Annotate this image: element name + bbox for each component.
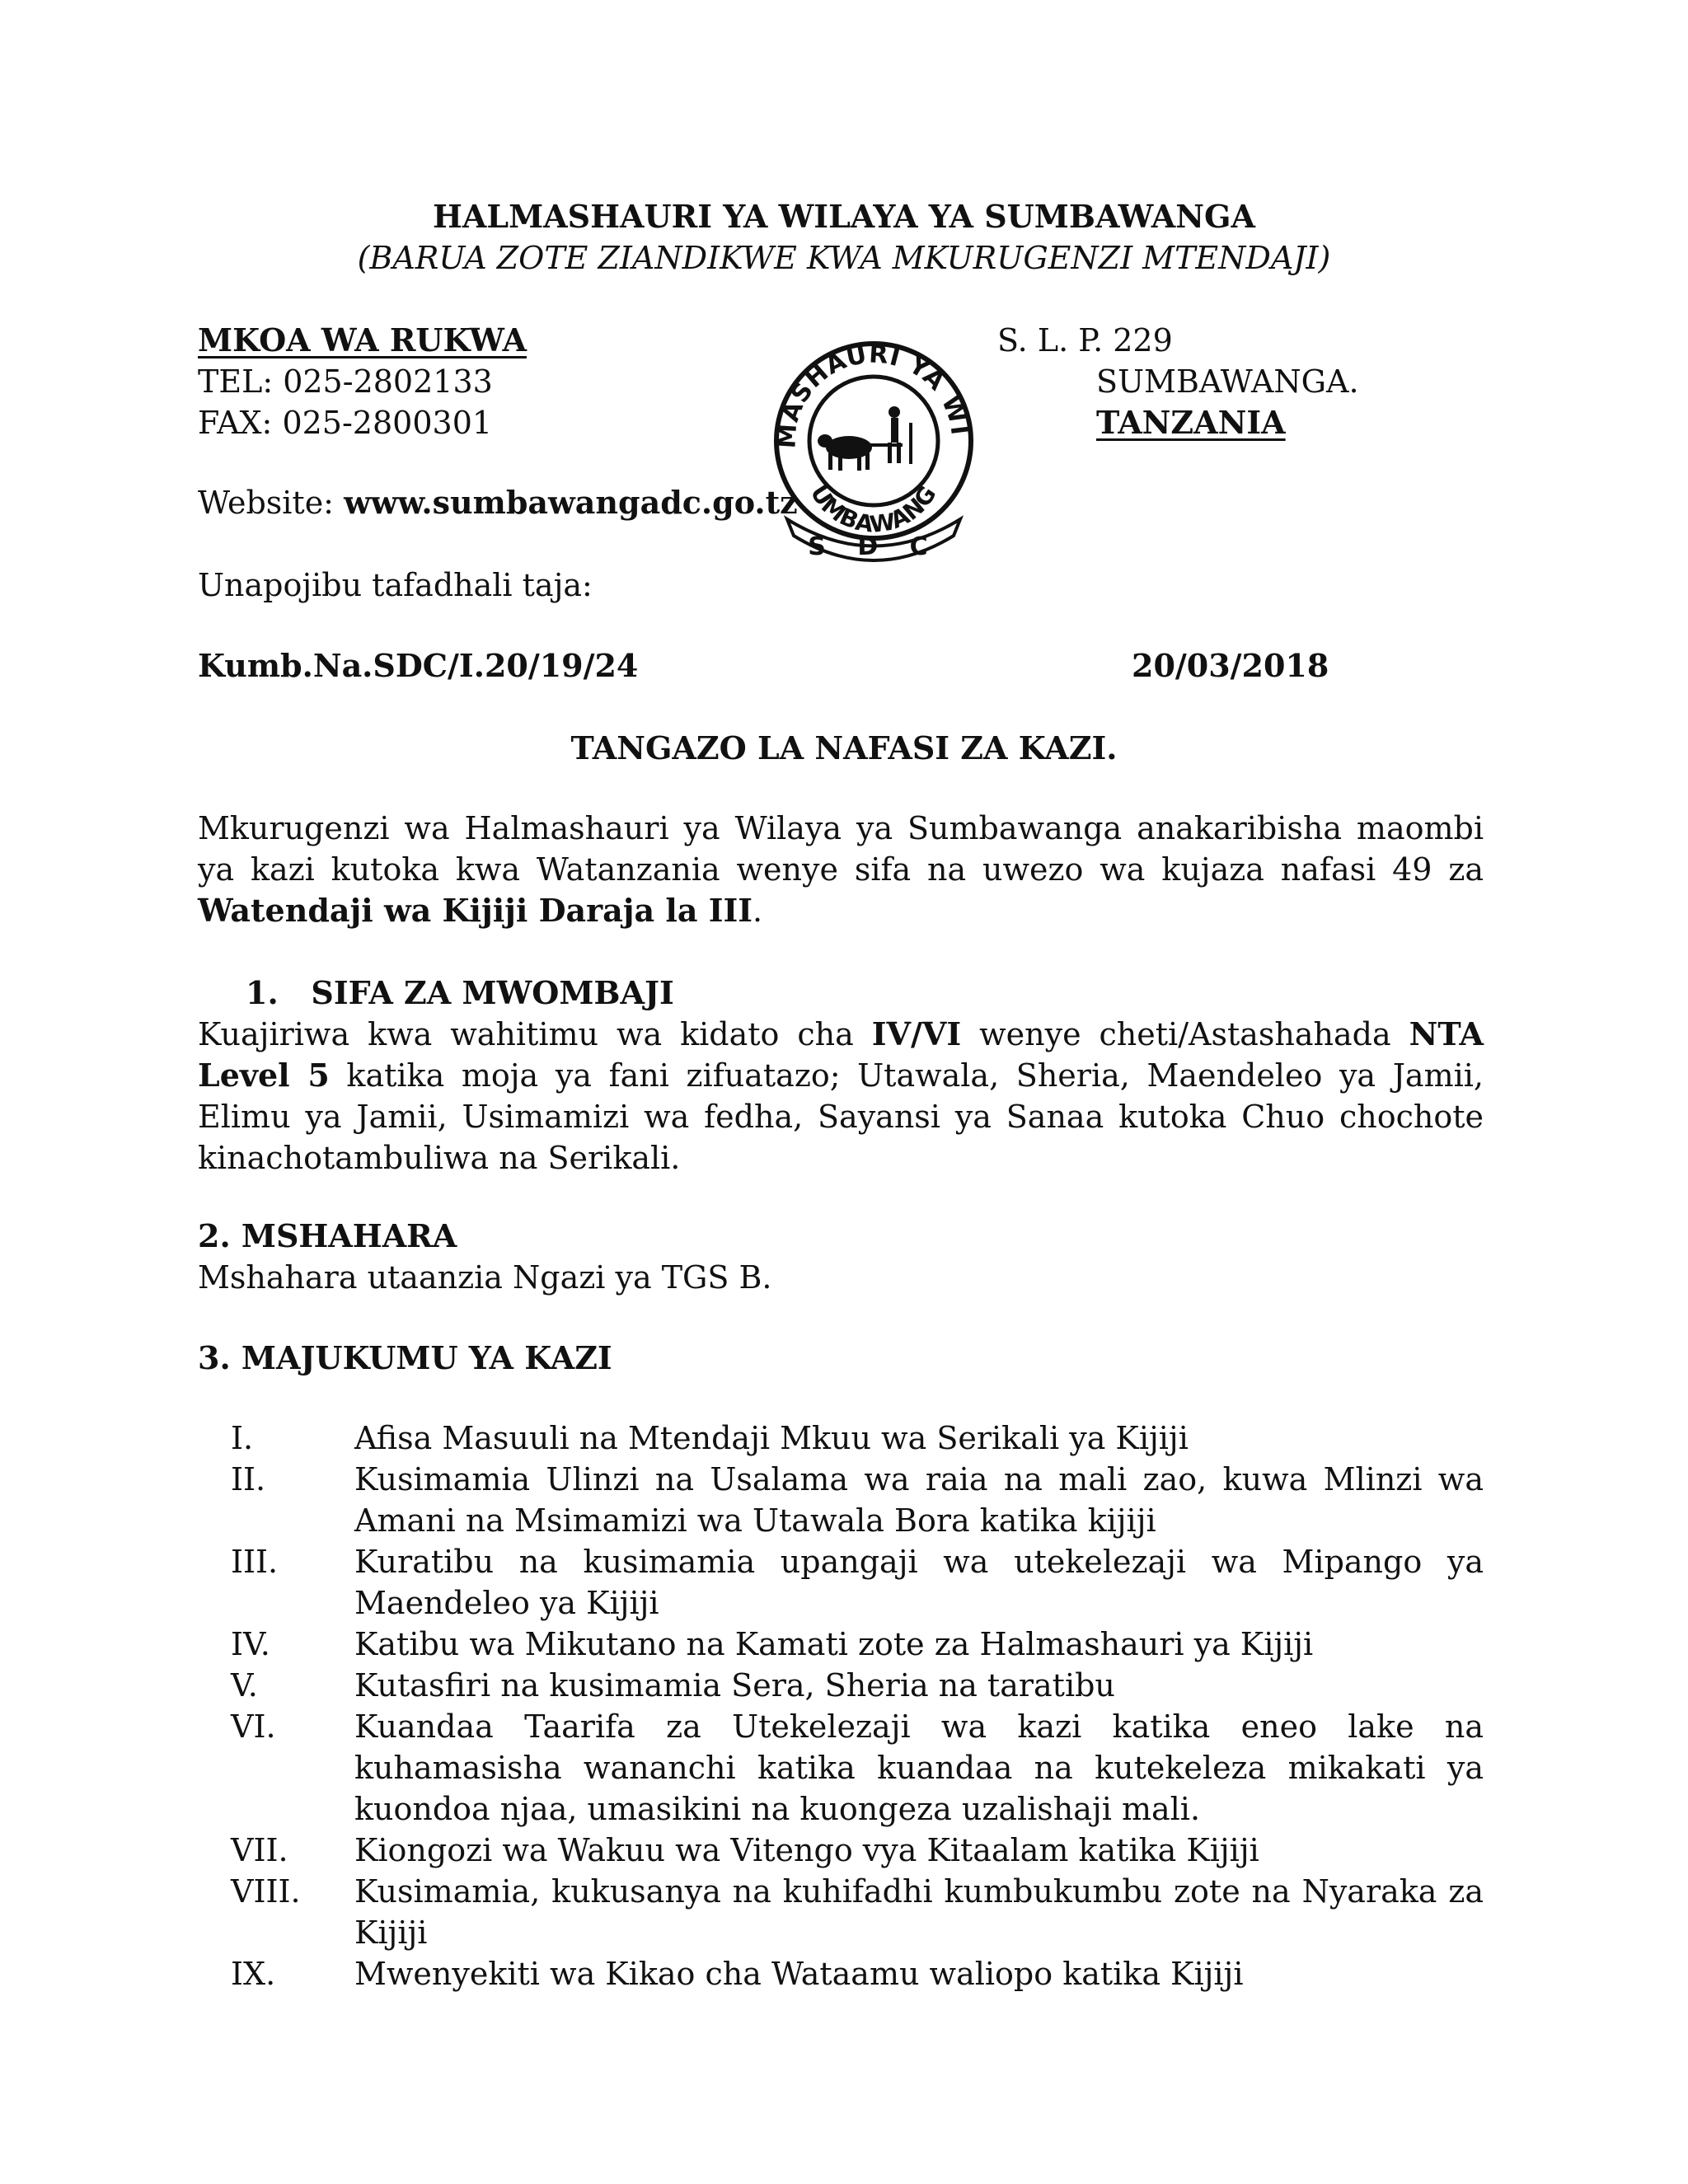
list-item-text: Kuratibu na kusimamia upangaji wa utekelezaji wa Mipango ya Maendeleo ya Kijiji [354,1544,1484,1621]
list-item [231,1624,1484,1665]
list-item-number: VII. [231,1832,288,1868]
salary-text: Mshahara utaanzia Ngazi ya TGS B. [198,1259,772,1296]
list-item [231,1706,1484,1830]
list-item-number: I. [231,1420,254,1456]
region-label: MKOA WA RUKWA [198,321,527,359]
seal-icon [762,326,985,565]
qualification-text-3: katika moja ya fani zifuatazo; Utawala, Sheria, Maendeleo ya Jamii, Elimu ya Jamii, Usimamizi wa fedha, Sayansi ya Sanaa kutoka Chuo chochote kinachotambuliwa na Serikali. [198,1057,1484,1176]
section1-title: SIFA ZA MWOMBAJI [311,974,674,1011]
letter-subtitle: (BARUA ZOTE ZIANDIKWE KWA MKURUGENZI MTENDAJI) [357,240,1331,276]
list-item-text: Kusimamia, kukusanya na kuhifadhi kumbukumbu zote na Nyaraka za Kijiji [354,1873,1484,1951]
duties-list [231,1418,1484,1994]
list-item-number: VI. [231,1708,276,1745]
list-item-text: Kusimamia Ulinzi na Usalama wa raia na mali zao, kuwa Mlinzi wa Amani na Msimamizi wa Utawala Bora katika kijiji [354,1461,1484,1539]
section1-paragraph [198,1014,1484,1179]
list-item [231,1953,1484,1994]
section3-heading: 3. MAJUKUMU YA KAZI [198,1339,612,1376]
list-item-number: IV. [231,1626,270,1662]
seal-ring-top-text: MASHAURI YA WI [772,340,974,450]
country: TANZANIA [1096,404,1286,441]
list-item [231,1459,1484,1541]
city: SUMBAWANGA. [1096,363,1359,400]
list-item-text: Mwenyekiti wa Kikao cha Wataamu waliopo katika Kijiji [354,1956,1244,1992]
list-item-text: Kiongozi wa Wakuu wa Vitengo vya Kitaalam katika Kijiji [354,1832,1259,1868]
qualification-text-2: wenye cheti/Astashahada [961,1016,1409,1052]
website-link[interactable]: www.sumbawangadc.go.tz [344,484,798,521]
fax: FAX: 025-2800301 [198,405,493,441]
list-item-number: IX. [231,1956,276,1992]
announcement-title: TANGAZO LA NAFASI ZA KAZI. [570,729,1118,766]
seal-ring-bottom-text: UMBAWANG [804,480,942,539]
letter-date: 20/03/2018 [1132,647,1329,684]
qualification-nta-level: NTA Level 5 [198,1015,1484,1094]
reply-note: Unapojibu tafadhali taja: [198,567,593,603]
list-item-text: Kutasfiri na kusimamia Sera, Sheria na taratibu [354,1667,1115,1704]
intro-position-title: Watendaji wa Kijiji Daraja la III [198,892,753,929]
list-item-number: V. [231,1667,258,1704]
section1-heading [246,972,674,1014]
list-item-number: III. [231,1544,279,1580]
seal-initials: S D C [808,532,940,561]
list-item-number: II. [231,1461,266,1497]
list-item-number: VIII. [231,1873,301,1910]
list-item [231,1541,1484,1624]
qualification-form-level: IV/VI [871,1015,962,1052]
list-item [231,1418,1484,1459]
list-item [231,1871,1484,1953]
intro-end: . [753,893,763,929]
org-title: HALMASHAURI YA WILAYA YA SUMBAWANGA [433,198,1255,235]
council-seal-logo [762,326,985,565]
list-item-text: Kuandaa Taarifa za Utekelezaji wa kazi katika eneo lake na kuhamasisha wananchi katika kuandaa na kutekeleza mikakati ya kuondoa njaa, umasikini na kuongeza uzalishaji mali. [354,1708,1484,1827]
intro-paragraph [198,808,1484,931]
list-item [231,1830,1484,1871]
section1-number: 1. [246,974,279,1011]
ox-plough-icon [818,406,912,471]
intro-text: Mkurugenzi wa Halmashauri ya Wilaya ya Sumbawanga anakaribisha maombi ya kazi kutoka kwa Watanzania wenye sifa na uwezo wa kujaza nafasi 49 za [198,810,1484,888]
website-label: Website: [198,485,345,521]
qualification-text-1: Kuajiriwa kwa wahitimu wa kidato cha [198,1016,872,1052]
po-box: S. L. P. 229 [997,322,1173,359]
list-item-text: Katibu wa Mikutano na Kamati zote za Halmashauri ya Kijiji [354,1626,1314,1662]
reference-number: Kumb.Na.SDC/I.20/19/24 [198,647,639,684]
list-item-text: Afisa Masuuli na Mtendaji Mkuu wa Serikali ya Kijiji [354,1420,1189,1456]
telephone: TEL: 025-2802133 [198,363,493,400]
website-line [198,482,798,523]
section2-heading: 2. MSHAHARA [198,1217,457,1254]
list-item [231,1665,1484,1706]
